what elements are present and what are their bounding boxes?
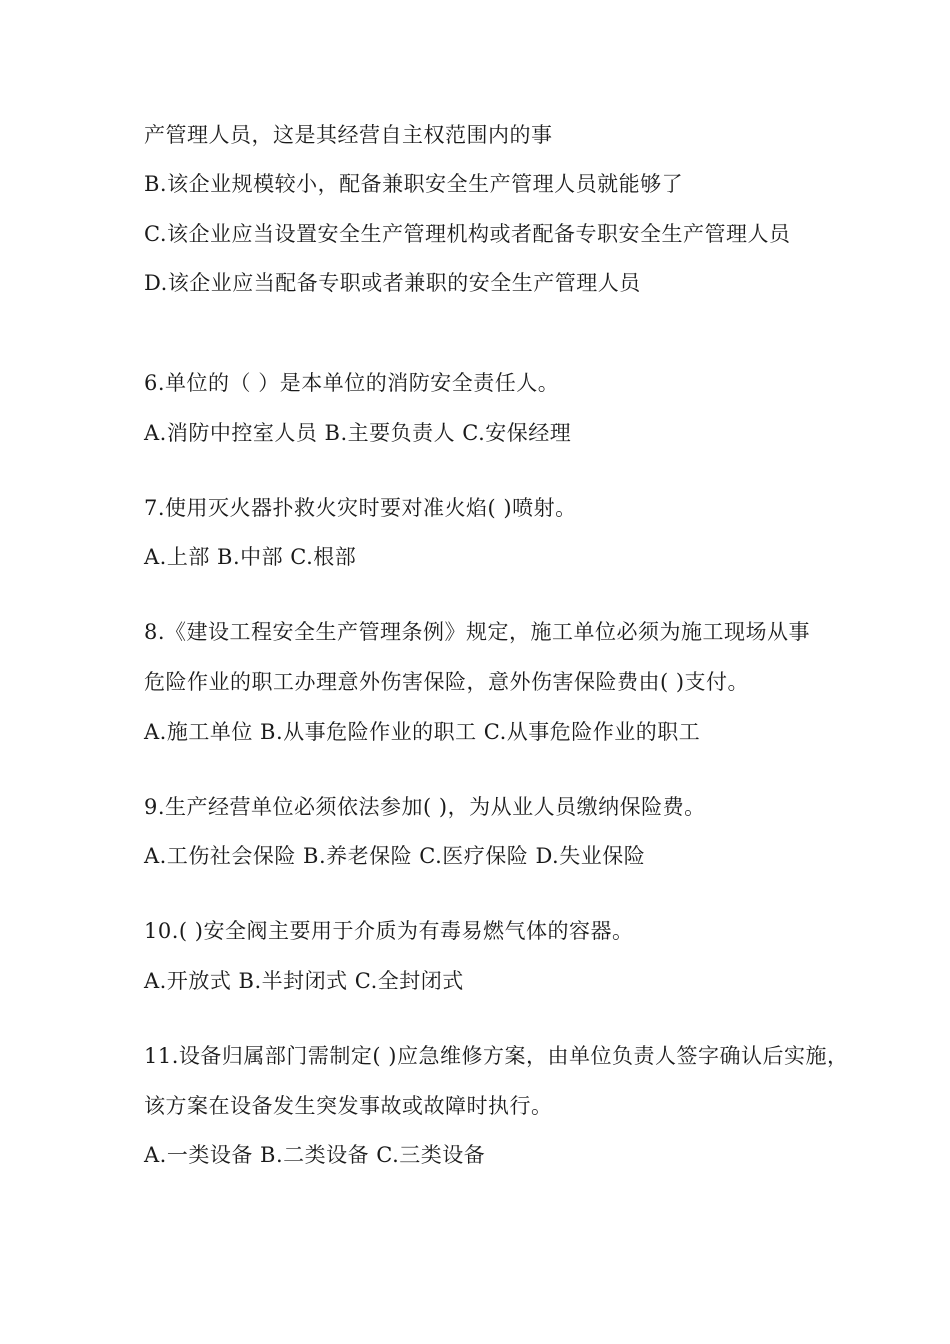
question-8-line-2: 危险作业的职工办理意外伤害保险，意外伤害保险费由( )支付。 bbox=[144, 670, 750, 694]
option-c: C.该企业应当设置安全生产管理机构或者配备专职安全生产管理人员 bbox=[144, 222, 791, 246]
question-11-line-1: 11.设备归属部门需制定( )应急维修方案，由单位负责人签字确认后实施， bbox=[144, 1044, 849, 1068]
question-6-options: A.消防中控室人员 B.主要负责人 C.安保经理 bbox=[144, 421, 572, 445]
question-7: 7.使用灭火器扑救火灾时要对准火焰( )喷射。 bbox=[144, 496, 577, 520]
text-line: 产管理人员，这是其经营自主权范围内的事 bbox=[144, 123, 553, 147]
option-d: D.该企业应当配备专职或者兼职的安全生产管理人员 bbox=[144, 271, 641, 295]
question-7-options: A.上部 B.中部 C.根部 bbox=[144, 545, 357, 569]
option-b: B.该企业规模较小，配备兼职安全生产管理人员就能够了 bbox=[144, 172, 684, 196]
question-9: 9.生产经营单位必须依法参加( )，为从业人员缴纳保险费。 bbox=[144, 795, 706, 819]
question-10-options: A.开放式 B.半封闭式 C.全封闭式 bbox=[144, 969, 464, 993]
question-11-line-2: 该方案在设备发生突发事故或故障时执行。 bbox=[144, 1094, 553, 1118]
question-11-options: A.一类设备 B.二类设备 C.三类设备 bbox=[144, 1143, 486, 1167]
question-9-options: A.工伤社会保险 B.养老保险 C.医疗保险 D.失业保险 bbox=[144, 844, 646, 868]
question-10: 10.( )安全阀主要用于介质为有毒易燃气体的容器。 bbox=[144, 919, 634, 943]
question-8-line-1: 8.《建设工程安全生产管理条例》规定，施工单位必须为施工现场从事 bbox=[144, 620, 811, 644]
question-6: 6.单位的（ ）是本单位的消防安全责任人。 bbox=[144, 371, 560, 395]
question-8-options: A.施工单位 B.从事危险作业的职工 C.从事危险作业的职工 bbox=[144, 720, 701, 744]
